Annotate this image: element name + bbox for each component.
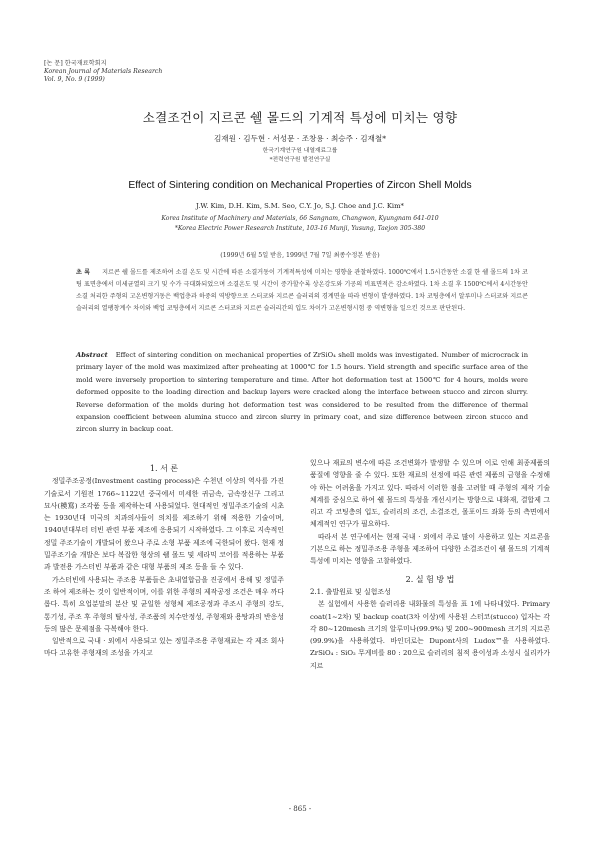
english-abstract-label: Abstract bbox=[76, 351, 108, 359]
left-column bbox=[44, 463, 284, 660]
section-1-paragraph-2: 가스터빈에 사용되는 주조용 부품들은 초내열합금을 진공에서 용해 및 정밀주조 하여 제조하는 것이 일반적이며, 이를 위한 주형의 제작공정 조건은 매우 까다롭다. 특히 요업분말의 분산 및 균일한 성형체 제조공정과 주조시 주형의 강도, 통기성, 주조 후 주형의 탈사성, 주조품의 치수안정성, 주형재와 용탕과의 반응성 등의 많은 문제점을 극복해야 한다. bbox=[44, 575, 284, 633]
english-title: Effect of Sintering condition on Mechanical Properties of Zircon Shell Molds bbox=[128, 180, 472, 191]
section-2-heading: 2. 실 험 방 법 bbox=[405, 574, 455, 584]
english-affiliation-1: Korea Institute of Machinery and Materials, 66 Sangnam, Changwon, Kyungnam 641-010 bbox=[161, 215, 439, 222]
received-dates: (1999년 6월 5일 받음, 1999년 7월 7일 최종수정본 받음) bbox=[220, 252, 380, 259]
korean-authors: 김재원 · 김두현 · 서성문 · 조창용 · 최승주 · 김재철* bbox=[213, 134, 387, 143]
page-number: - 865 - bbox=[288, 805, 312, 813]
korean-affiliation-2: *전력연구원 발전연구실 bbox=[269, 157, 331, 163]
right-paragraph-2: 따라서 본 연구에서는 현재 국내 · 외에서 주로 많이 사용하고 있는 지르콘을 기본으로 하는 정밀주조용 주형을 제조하여 다양한 소결조건이 쉘 몰드의 기계적 특성에 미치는 영향을 고찰하였다. bbox=[310, 532, 550, 566]
journal-line-2: Korean Journal of Materials Research bbox=[44, 68, 163, 75]
korean-abstract-label: 초 록 bbox=[76, 269, 91, 276]
section-1-paragraph-1: 정밀주조공정(Investment casting process)은 수천년 이상의 역사를 가진 기술로서 기원전 1766~1122년 중국에서 미세한 귀금속, 금속장신구 그리고 묘사(模寫) 조각품 등을 제작하는데 사용되었다. 현대적인 정밀주조기술의 시초는 1930년대 미국의 치과의사들이 의치를 제조하기 위해 적용한 기술이며, 1940년대부터 터빈 관련 부품 제조에 응용되기 시작하였다. 그 이후로 지속적인 정밀 주조기술이 개발되어 왔으나 주로 소형 부품 제조에 국한되어 왔다. 현재 정밀주조기술 개발은 보다 복잡한 형상의 쉘 몰드 및 세라믹 코어를 적용하는 부품과 발전용 가스터빈 부품과 같은 대형 부품의 제조 등을 들 수 있다. bbox=[44, 477, 284, 572]
section-1-paragraph-3: 일반적으로 국내 · 외에서 사용되고 있는 정밀주조용 주형재료는 각 제조 회사마다 고유한 주형재의 조성을 가지고 bbox=[44, 637, 284, 658]
english-authors: J.W. Kim, D.H. Kim, S.M. Seo, C.Y. Jo, S.J. Choe and J.C. Kim* bbox=[196, 202, 404, 210]
english-abstract bbox=[76, 349, 528, 436]
right-paragraph-1: 있으나 재료의 변수에 따른 조건변화가 발생할 수 있으며 이로 인해 최종제품의 품질에 영향을 줄 수 있다. 또한 재료의 선정에 따른 관련 제품의 금형을 수정해야 하는 어려움을 가지고 있다. 따라서 이러한 점을 고려할 때 주형의 제작 기술 체계를 중심으로 하여 쉘 몰드의 특성을 개선시키는 방향으로 내화재, 결합제 그리고 각 코팅층의 입도, 슬러리의 조건, 소결조건, 몰포이드 좌화 등의 측면에서 체계적인 연구가 필요하다. bbox=[310, 459, 550, 529]
subsection-2-1-heading: 2.1. 출발원료 및 실험조성 bbox=[310, 587, 391, 596]
right-paragraph-3: 본 실험에서 사용한 슬러리용 내화물의 특성을 표 1에 나타내었다. Primary coat(1~2차) 및 backup coat(3차 이상)에 사용된 스터코(stucco) 입자는 각각 80~120mesh 크기의 알루미나(99.9%) 및 200~900mesh 크기의 지르콘(99.9%)을 사용하였다. 바인더로는 Dupont사의 Ludox™을 사용하였다. ZrSiO₄ : SiO₂ 무게비를 80 : 20으로 슬러리의 침적 용이성과 소성시 실리카가 지르 bbox=[310, 600, 550, 670]
korean-abstract-text: 지르콘 쉘 몰드를 제조하여 소결 온도 및 시간에 따른 소결거동이 기계적특성에 미치는 영향을 관찰하였다. 1000℃에서 1.5시간동안 소결 한 쉘 몰드의 1차 코팅 표면층에서 미세균열의 크기 및 수가 극대화되었으며 소결온도 및 시간이 증가할수록 상온강도와 기공의 비표면적은 감소하였다. 1차 소결 후 1500℃에서 4시간동안 소결 처리한 주형의 고온변형거동은 백업층과 하중의 역방향으로 스터코와 지르콘 슬러리의 경계면을 따라 변형이 발생하였다. 1차 코팅층에서 알루미나 스터코와 지르콘 슬러리의 열팽창계수 차이와 백업 코팅층에서 지르콘 스터코와 지르콘 슬러리간의 입도 차이가 고온변형시험 중 역변형을 일으킨 것으로 판단된다. bbox=[76, 269, 528, 312]
english-abstract-text: Effect of sintering condition on mechanical properties of ZrSiO₄ shell molds was investigated. Number of microcrack in primary layer of the mold was maximized after preheating at 1000℃ for 1.5 hours. Yield strength and specific surface area of the mold were inversely proportion to sintering temperature and time. After hot deformation test at 1500℃ for 4 hours, molds were deformed opposite to the loading direction and backup layers were cracked along the interface between stucco and zircon slurry. Reverse deformation of the molds during hot deformation test was considered to be resulted from the difference of thermal expansion coefficient between alumina stucco and zircon slurry in primary coat, and size difference between zircon stucco and zircon slurry in backup coat. bbox=[76, 351, 528, 434]
section-1-heading: 1. 서 론 bbox=[149, 464, 179, 473]
english-affiliation-2: *Korea Electric Power Research Institute, 103-16 Munji, Yusung, Taejon 305-380 bbox=[174, 224, 426, 232]
journal-line-3: Vol. 9, No. 9 (1999) bbox=[44, 76, 105, 83]
korean-affiliations bbox=[0, 147, 600, 165]
journal-line-1: [논 문] 한국재료학회지 bbox=[44, 60, 107, 67]
korean-affiliation-1: 한국기계연구원 내열재료그룹 bbox=[262, 148, 338, 154]
journal-header bbox=[44, 60, 162, 84]
right-column bbox=[310, 457, 550, 672]
english-affiliations bbox=[0, 214, 600, 233]
korean-abstract bbox=[76, 267, 528, 315]
korean-title: 소결조건이 지르콘 쉘 몰드의 기계적 특성에 미치는 영향 bbox=[142, 110, 458, 125]
